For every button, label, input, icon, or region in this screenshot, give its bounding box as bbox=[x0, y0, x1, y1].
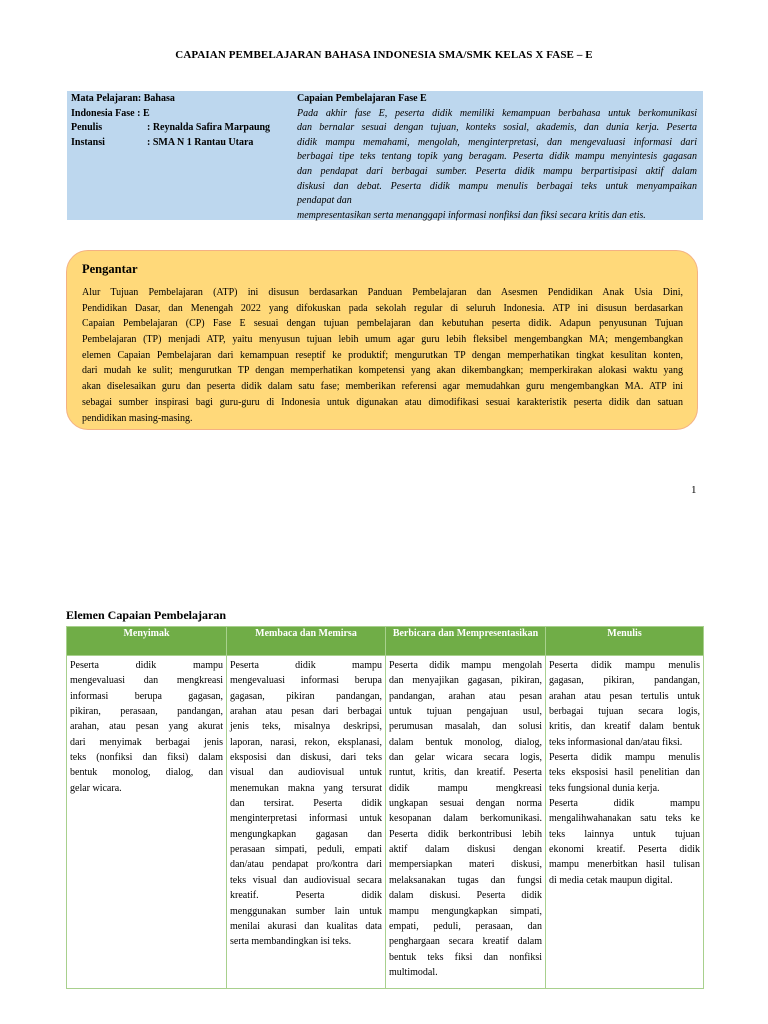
cell-text-line: gagasan, pikiran pandangan, bbox=[230, 690, 382, 702]
page-number: 1 bbox=[691, 484, 697, 496]
cell-text-line: mengalihwahanakan satu teks ke bbox=[549, 813, 700, 825]
header-menyimak: Menyimak bbox=[67, 627, 227, 656]
cell-text-line: Peserta didik mampu bbox=[230, 660, 382, 671]
intro-title: Pengantar bbox=[82, 262, 138, 276]
cell-text-line: bentuk monolog, dialog, dan bbox=[70, 767, 223, 779]
info-row-subject bbox=[71, 92, 291, 107]
info-row-author bbox=[71, 121, 291, 136]
cell-text-line: perumusan masalah, dan solusi bbox=[389, 721, 542, 733]
cell-menulis bbox=[546, 656, 704, 989]
cell-text-line: arahan, atau pesan yang akurat bbox=[70, 721, 223, 733]
header-berbicara-dan-mempresentasikan: Berbicara dan Mempresentasikan bbox=[386, 627, 546, 656]
cell-text-line: informasi berupa gagasan, bbox=[70, 690, 223, 702]
intro-text-line: elemen Capaian Pembelajaran dari kemampuan reseptif ke produktif; mengurutkan TP dengan memperhatikan tingkat kesulitan konten, bbox=[82, 349, 683, 361]
cell-text-line: dan menyajikan gagasan, pikiran, bbox=[389, 675, 542, 687]
cp-text-line: mempresentasikan serta menanggapi informasi nonfiksi dan fiksi secara kritis dan etis. bbox=[297, 209, 646, 221]
cell-text-line: didik mampu mengkreasi bbox=[389, 782, 542, 794]
intro-text bbox=[82, 285, 683, 426]
cp-text-line: dan pendapat dari berbagai sumber. Peserta didik mampu berpartisipasi aktif dalam bbox=[297, 165, 697, 177]
cell-text-line: ekonomi kreatif. Peserta didik bbox=[549, 844, 700, 856]
cell-text-line: pikiran, perasaan, pandangan, bbox=[70, 706, 223, 718]
cell-text-line: menilai akurasi dan kualitas data bbox=[230, 920, 382, 932]
cell-text-line: dari menyimak berbagai jenis bbox=[70, 736, 223, 748]
cell-text-line: menginterpretasi informasi untuk bbox=[230, 813, 382, 825]
intro-text-line: sebagai sumber inspirasi bagi guru-guru di Indonesia untuk digunakan atau dimodifikasi sesuai karakteristik peserta didik dan satuan bbox=[82, 396, 683, 408]
cell-text-line: Peserta didik mampu bbox=[70, 660, 223, 671]
cell-text-line: dan tersirat. Peserta didik bbox=[230, 798, 382, 810]
cell-text-line: teks fungsional dunia kerja. bbox=[549, 782, 660, 794]
cell-text-line: multimodal. bbox=[389, 966, 438, 978]
document-title: CAPAIAN PEMBELAJARAN BAHASA INDONESIA SMA/SMK KELAS X FASE – E bbox=[175, 49, 593, 61]
info-row-institution bbox=[71, 136, 291, 151]
cell-text-line: bentuk teks fiksi dan nonfiksi bbox=[389, 951, 542, 963]
cell-text-line: arahan atau pesan tertulis untuk bbox=[549, 690, 700, 702]
info-key: Instansi bbox=[71, 136, 105, 148]
cp-text-line: berbagai tipe teks tentang topik yang beragam. Peserta didik mampu menyintesis gagasan bbox=[297, 151, 697, 163]
intro-text-line: akan diselesaikan guru dan peserta didik dalam satu fase; memberikan referensi agar memudahkan guru mengembangkan MA. ATP ini bbox=[82, 381, 683, 393]
cell-text-line: ungkapan sesuai dengan norma bbox=[389, 798, 542, 810]
cell-text-line: perasaan simpati, peduli, empati bbox=[230, 844, 382, 856]
cell-text-line: dalam bentuk monolog, dialog, bbox=[389, 736, 542, 748]
elements-table bbox=[66, 626, 704, 989]
cell-membaca-dan-memirsa bbox=[227, 656, 386, 989]
cp-text-line: dan bernalar sesuai dengan tujuan, konteks sosial, akademis, dan dunia kerja. Peserta bbox=[297, 122, 697, 134]
cell-text-line: mengevaluasi informasi berupa bbox=[230, 675, 382, 687]
cell-text-line: Peserta didik berkontribusi lebih bbox=[389, 828, 542, 840]
cell-text-line: dalam diskusi. Peserta didik bbox=[389, 890, 542, 902]
cp-text-line: didik mampu memahami, mengolah, menginterpretasi, dan mengevaluasi informasi dari bbox=[297, 136, 697, 148]
info-key: Indonesia Fase : E bbox=[71, 107, 150, 119]
cell-text-line: mampu menerbitkan hasil tulisan bbox=[549, 859, 700, 871]
intro-text-line: dari mudah ke sulit; mengurutkan TP dengan memperhatikan kompetensi yang akan dikembangkan; memperkirakan alokasi waktu yang bbox=[82, 365, 683, 377]
info-key: Mata Pelajaran: Bahasa bbox=[71, 93, 175, 104]
cp-text-line: Pada akhir fase E, peserta didik memiliki kemampuan berbahasa untuk berkomunikasi bbox=[297, 107, 697, 119]
cell-text-line: eksposisi dan diskusi, dari teks bbox=[230, 752, 382, 764]
cell-text-line: teks visual dan audiovisual secara bbox=[230, 874, 382, 886]
cell-text-line: arahan atau pesan dari berbagai bbox=[230, 706, 382, 718]
cell-text-line: Peserta didik mampu menulis bbox=[549, 660, 700, 671]
intro-text-line: Pendidikan Dasar, dan Menengah 2022 yang difokuskan pada sekolah regular di seluruh Indonesia. ATP ini disusun berdasarkan bbox=[82, 302, 683, 314]
intro-text-line: Capaian Pembelajaran (CP) Fase E sesuai dengan tujuan pembelajaran dan kebutuhan peserta didik. Adapun penyusunan Tujuan bbox=[82, 318, 683, 330]
cp-description bbox=[297, 92, 697, 223]
cell-menyimak bbox=[67, 656, 227, 989]
cell-text-line: mengevaluasi dan mengkreasi bbox=[70, 675, 223, 687]
cell-text-line: pandangan, arahan atau pesan bbox=[389, 690, 542, 702]
subject-info-box bbox=[67, 91, 703, 220]
cell-text-line: gagasan, pikiran, pandangan, bbox=[549, 675, 700, 687]
intro-text-line: pendidikan masing-masing. bbox=[82, 412, 193, 424]
info-row-phase bbox=[71, 107, 291, 122]
intro-text-line: Alur Tujuan Pembelajaran (ATP) ini disusun berdasarkan Panduan Pembelajaran dan Asesmen Pendidikan Anak Usia Dini, bbox=[82, 287, 683, 298]
cell-text-line: aktif dalam diskusi dengan bbox=[389, 844, 542, 856]
cell-text-line: serta membandingkan isi teks. bbox=[230, 936, 352, 948]
cell-text-line: Peserta didik mampu menulis bbox=[549, 752, 700, 764]
cell-text-line: penghargaan secara kreatif dalam bbox=[389, 936, 542, 948]
cell-text-line: kreatif. Peserta didik bbox=[230, 890, 382, 902]
intro-text-line: Pembelajaran (TP) menjadi ATP, yaitu menyusun tujuan lebih umum agar guru lebih fleksibel mengembangkan MA; mengembangkan bbox=[82, 334, 683, 346]
intro-box bbox=[66, 250, 698, 430]
cell-text-line: visual dan audiovisual untuk bbox=[230, 767, 382, 779]
info-key: Penulis bbox=[71, 122, 103, 134]
cp-text bbox=[297, 107, 697, 224]
cell-text-line: jenis teks, misalnya deskripsi, bbox=[230, 721, 382, 733]
subject-info-list bbox=[71, 92, 291, 150]
cell-text-line: teks (nonfiksi dan fiksi) dalam bbox=[70, 752, 223, 764]
cell-text-line: dan/atau pendapat pro/kontra dari bbox=[230, 859, 382, 871]
cell-text-line: mampu mengungkapkan simpati, bbox=[389, 905, 542, 917]
cell-text-line: dan gelar wicara secara logis, bbox=[389, 752, 542, 764]
section-title: Elemen Capaian Pembelajaran bbox=[66, 608, 226, 622]
cell-text-line: gelar wicara. bbox=[70, 782, 122, 794]
cell-berbicara-dan-mempresentasikan bbox=[386, 656, 546, 989]
cell-text-line: mempersiapkan materi diskusi, bbox=[389, 859, 542, 871]
cell-text-line: runtut, kritis, dan kreatif. Peserta bbox=[389, 767, 542, 779]
info-value: : SMA N 1 Rantau Utara bbox=[147, 136, 254, 148]
cp-text-line: pendapat dan bbox=[297, 195, 352, 207]
info-value: : Reynalda Safira Marpaung bbox=[147, 122, 271, 134]
cell-text-line: kesopanan dalam berkomunikasi. bbox=[389, 813, 542, 825]
cell-text-line: laporan, narasi, rekon, eksplanasi, bbox=[230, 736, 382, 748]
cell-text-line: menggunakan sumber lain untuk bbox=[230, 905, 382, 917]
cell-text-line: teks informasional dan/atau fiksi. bbox=[549, 736, 683, 748]
cell-text-line: kritis, dan kreatif dalam bentuk bbox=[549, 721, 700, 733]
cell-text-line: di media cetak maupun digital. bbox=[549, 874, 673, 886]
cell-text-line: Peserta didik mampu bbox=[549, 798, 700, 810]
cell-text-line: teks lainnya untuk tujuan bbox=[549, 828, 700, 840]
table-header-row bbox=[67, 627, 704, 656]
cp-title: Capaian Pembelajaran Fase E bbox=[297, 93, 427, 104]
cell-text-line: mengungkapkan gagasan dan bbox=[230, 828, 382, 840]
header-menulis: Menulis bbox=[546, 627, 704, 656]
cell-text-line: untuk tujuan pengajuan usul, bbox=[389, 706, 542, 718]
cell-text-line: empati, peduli, perasaan, dan bbox=[389, 920, 542, 932]
cell-text-line: berbagai tujuan secara logis, bbox=[549, 706, 700, 718]
cell-text-line: menemukan makna yang tersurat bbox=[230, 782, 382, 794]
cp-text-line: diskusi dan debat. Peserta didik mampu menulis berbagai teks untuk menyampaikan bbox=[297, 180, 697, 192]
cell-text-line: teks eksposisi hasil penelitian dan bbox=[549, 767, 700, 779]
cell-text-line: Peserta didik mampu mengolah bbox=[389, 660, 542, 671]
header-membaca-dan-memirsa: Membaca dan Memirsa bbox=[227, 627, 386, 656]
table-row bbox=[67, 656, 704, 989]
cell-text-line: melaksanakan tugas dan fungsi bbox=[389, 874, 542, 886]
